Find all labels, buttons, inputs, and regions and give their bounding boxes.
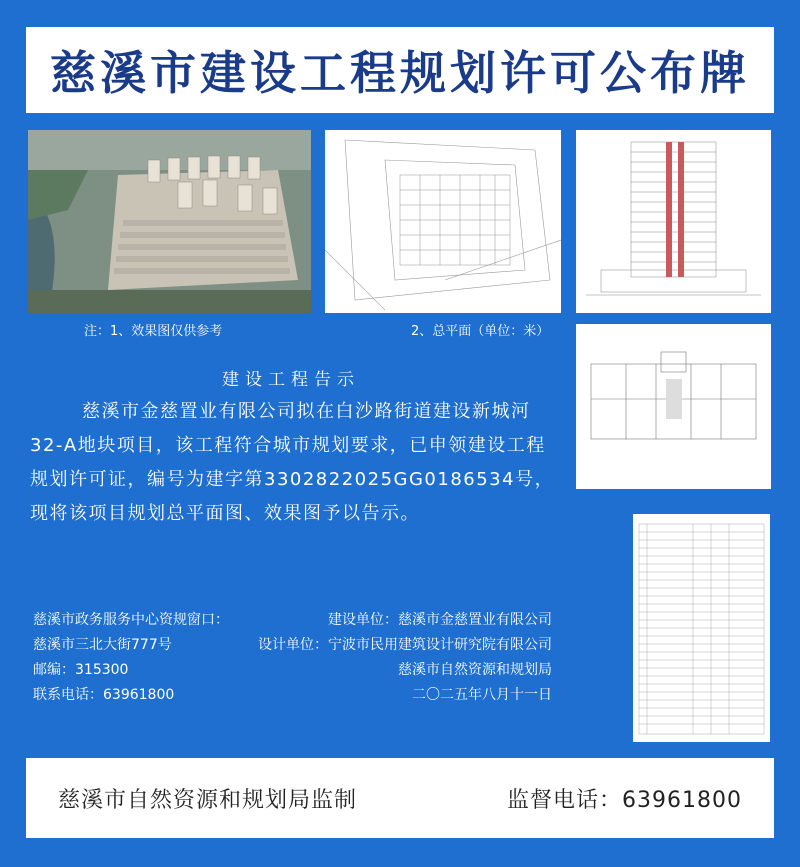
contact-phone: 联系电话：63961800	[33, 687, 175, 703]
effect-rendering-image	[28, 130, 311, 313]
elevation-drawing-image	[576, 130, 771, 313]
issue-date: 二〇二五年八月十一日	[412, 687, 552, 703]
service-window: 慈溪市政务服务中心资规窗口：	[33, 612, 229, 628]
unit-block	[240, 608, 552, 708]
notice-heading: 建设工程告示	[222, 370, 360, 390]
board-title: 慈溪市建设工程规划许可公布牌	[50, 46, 750, 100]
contact-block	[33, 608, 229, 708]
site-plan-caption: 2、总平面（单位：米）	[411, 324, 550, 339]
technical-index-table-image	[633, 514, 770, 742]
issuing-authority: 慈溪市自然资源和规划局	[398, 662, 552, 678]
notice-body	[30, 395, 560, 531]
address: 慈溪市三北大街777号	[33, 637, 172, 653]
supervisor-text: 慈溪市自然资源和规划局监制	[58, 787, 358, 813]
postcode: 邮编：315300	[33, 662, 129, 678]
title-banner	[26, 27, 774, 113]
notice-text: 慈溪市金慈置业有限公司拟在白沙路街道建设新城河32-A地块项目，该工程符合城市规划要求，已申领建设工程规划许可证，编号为建字第3302822025GG0186534号，现将该项目规划总平面图、效果图予以告示。	[30, 401, 555, 524]
floor-plan-image	[576, 324, 771, 489]
footer-banner	[26, 758, 774, 838]
hotline-text: 监督电话：63961800	[507, 787, 742, 813]
builder-unit: 建设单位：慈溪市金慈置业有限公司	[328, 612, 552, 628]
site-plan-image	[325, 130, 561, 313]
designer-unit: 设计单位：宁波市民用建筑设计研究院有限公司	[258, 637, 552, 653]
effect-caption: 注：1、效果图仅供参考	[84, 324, 223, 339]
